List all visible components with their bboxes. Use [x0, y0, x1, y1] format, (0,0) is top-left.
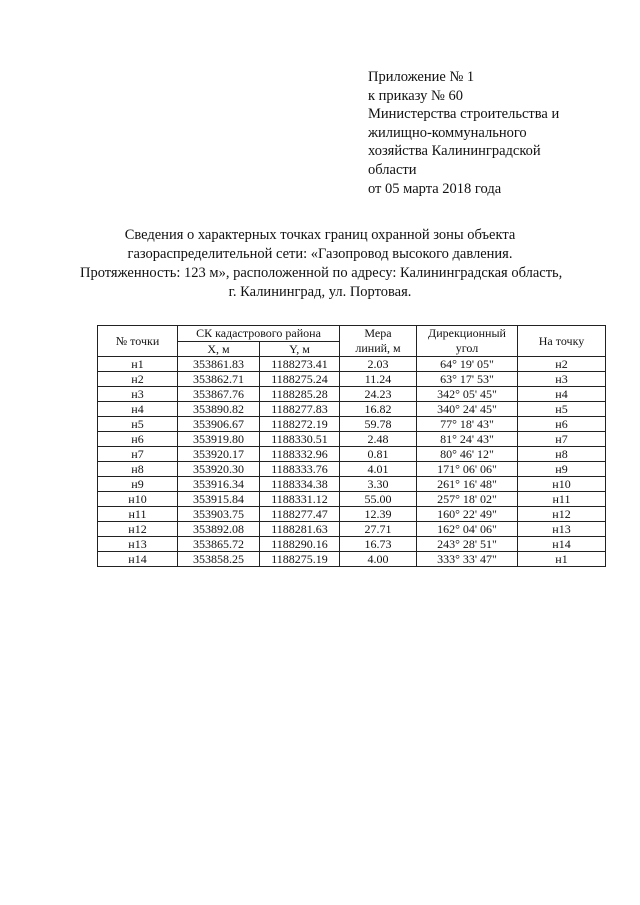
header-direction-angle-1: Дирекционный	[428, 326, 506, 340]
table-row	[98, 537, 606, 552]
cell-to-point: н1	[518, 552, 606, 567]
appendix-line: Министерства строительства и	[368, 106, 560, 123]
cell-x: 353920.17	[178, 447, 260, 462]
cell-point: н14	[98, 552, 178, 567]
cell-length: 2.48	[340, 432, 417, 447]
heading-line: Протяженность: 123 м», расположенной по адресу: Калининградская область,	[80, 265, 563, 281]
cell-x: 353861.83	[178, 357, 260, 372]
cell-y: 1188273.41	[260, 357, 340, 372]
heading-line: Сведения о характерных точках границ охранной зоны объекта	[124, 227, 516, 243]
cell-y: 1188272.19	[260, 417, 340, 432]
cell-length: 59.78	[340, 417, 417, 432]
appendix-line: от 05 марта 2018 года	[368, 180, 502, 197]
cell-point: н6	[98, 432, 178, 447]
cell-to-point: н4	[518, 387, 606, 402]
cell-length: 12.39	[340, 507, 417, 522]
cell-length: 16.73	[340, 537, 417, 552]
cell-y: 1188285.28	[260, 387, 340, 402]
table-row	[98, 372, 606, 387]
cell-angle: 342° 05' 45"	[417, 387, 518, 402]
cell-point: н7	[98, 447, 178, 462]
table-row	[98, 417, 606, 432]
cell-length: 24.23	[340, 387, 417, 402]
table-row	[98, 387, 606, 402]
cell-angle: 171° 06' 06"	[417, 462, 518, 477]
cell-angle: 261° 16' 48"	[417, 477, 518, 492]
cell-y: 1188334.38	[260, 477, 340, 492]
cell-point: н8	[98, 462, 178, 477]
header-to-point: На точку	[518, 326, 606, 357]
table-row	[98, 552, 606, 567]
cell-to-point: н11	[518, 492, 606, 507]
cell-y: 1188277.47	[260, 507, 340, 522]
cell-point: н5	[98, 417, 178, 432]
cell-point: н12	[98, 522, 178, 537]
cell-y: 1188277.83	[260, 402, 340, 417]
cell-length: 16.82	[340, 402, 417, 417]
heading-line: газораспределительной сети: «Газопровод высокого давления.	[127, 246, 513, 262]
cell-angle: 162° 04' 06"	[417, 522, 518, 537]
cell-to-point: н9	[518, 462, 606, 477]
cell-y: 1188281.63	[260, 522, 340, 537]
cell-angle: 160° 22' 49"	[417, 507, 518, 522]
cell-angle: 340° 24' 45"	[417, 402, 518, 417]
cell-point: н10	[98, 492, 178, 507]
cell-x: 353920.30	[178, 462, 260, 477]
cell-point: н9	[98, 477, 178, 492]
cell-to-point: н6	[518, 417, 606, 432]
header-line-length-1: Мера	[364, 326, 392, 340]
cell-length: 4.00	[340, 552, 417, 567]
cell-length: 2.03	[340, 357, 417, 372]
appendix-header	[368, 68, 618, 198]
cell-y: 1188290.16	[260, 537, 340, 552]
cell-y: 1188275.24	[260, 372, 340, 387]
header-x: X, м	[178, 341, 260, 357]
header-y: Y, м	[260, 341, 340, 357]
appendix-line: хозяйства Калининградской	[368, 143, 541, 160]
appendix-line: Приложение № 1	[368, 69, 475, 85]
cell-to-point: н13	[518, 522, 606, 537]
cell-y: 1188275.19	[260, 552, 340, 567]
cell-to-point: н7	[518, 432, 606, 447]
heading-line: г. Калининград, ул. Портовая.	[228, 284, 412, 300]
cell-x: 353865.72	[178, 537, 260, 552]
cell-x: 353867.76	[178, 387, 260, 402]
table-row	[98, 462, 606, 477]
appendix-line: области	[368, 161, 417, 178]
cell-to-point: н8	[518, 447, 606, 462]
cell-angle: 257° 18' 02"	[417, 492, 518, 507]
cell-length: 55.00	[340, 492, 417, 507]
cell-y: 1188333.76	[260, 462, 340, 477]
table-row	[98, 357, 606, 372]
cell-angle: 77° 18' 43"	[417, 417, 518, 432]
cell-point: н11	[98, 507, 178, 522]
cell-angle: 333° 33' 47"	[417, 552, 518, 567]
cell-length: 0.81	[340, 447, 417, 462]
cell-point: н1	[98, 357, 178, 372]
cell-x: 353890.82	[178, 402, 260, 417]
header-direction-angle-2: угол	[455, 341, 479, 355]
appendix-line: жилищно-коммунального	[368, 124, 527, 141]
cell-to-point: н2	[518, 357, 606, 372]
table-row	[98, 492, 606, 507]
cell-angle: 64° 19' 05"	[417, 357, 518, 372]
cell-to-point: н3	[518, 372, 606, 387]
cell-length: 11.24	[340, 372, 417, 387]
cell-x: 353915.84	[178, 492, 260, 507]
cell-length: 3.30	[340, 477, 417, 492]
cell-to-point: н5	[518, 402, 606, 417]
table-row	[98, 507, 606, 522]
cell-point: н3	[98, 387, 178, 402]
cell-y: 1188331.12	[260, 492, 340, 507]
cell-angle: 243° 28' 51"	[417, 537, 518, 552]
document-heading	[80, 226, 563, 302]
boundary-points-table	[97, 325, 606, 567]
table-row	[98, 432, 606, 447]
cell-length: 4.01	[340, 462, 417, 477]
cell-point: н13	[98, 537, 178, 552]
table-row	[98, 447, 606, 462]
cell-length: 27.71	[340, 522, 417, 537]
cell-x: 353892.08	[178, 522, 260, 537]
cell-x: 353919.80	[178, 432, 260, 447]
cell-x: 353862.71	[178, 372, 260, 387]
cell-y: 1188332.96	[260, 447, 340, 462]
cell-angle: 63° 17' 53"	[417, 372, 518, 387]
cell-angle: 80° 46' 12"	[417, 447, 518, 462]
cell-x: 353916.34	[178, 477, 260, 492]
cell-point: н2	[98, 372, 178, 387]
cell-to-point: н10	[518, 477, 606, 492]
cell-to-point: н14	[518, 537, 606, 552]
cell-x: 353906.67	[178, 417, 260, 432]
table-row	[98, 477, 606, 492]
table-row	[98, 402, 606, 417]
header-line-length-2: линий, м	[355, 341, 401, 355]
cell-angle: 81° 24' 43"	[417, 432, 518, 447]
header-point-number: № точки	[98, 326, 178, 357]
cell-y: 1188330.51	[260, 432, 340, 447]
header-direction-angle	[417, 326, 518, 357]
header-cadastral-system: СК кадастрового района	[178, 326, 340, 342]
header-line-length	[340, 326, 417, 357]
cell-point: н4	[98, 402, 178, 417]
cell-x: 353858.25	[178, 552, 260, 567]
appendix-line: к приказу № 60	[368, 87, 463, 104]
table-row	[98, 522, 606, 537]
cell-to-point: н12	[518, 507, 606, 522]
cell-x: 353903.75	[178, 507, 260, 522]
